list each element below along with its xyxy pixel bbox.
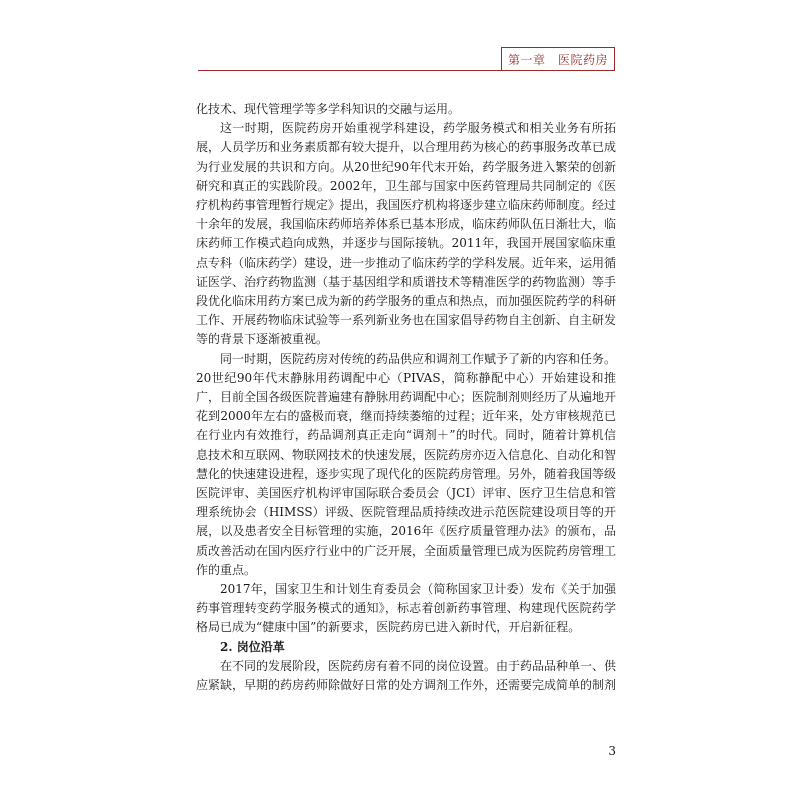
running-header (198, 47, 615, 73)
paragraph: 同一时期，医院药房对传统的药品供应和调剂工作赋予了新的内容和任务。20世纪90年代末静脉用药调配中心（PIVAS，简称静配中心）开始建设和推广，目前全国各级医院普遍建有静脉用药调配中心；医院制剂则经历了从遍地开花到2000年左右的盛极而衰，继而持续萎缩的过程；近年来，处方审核规范已在行业内有效推行，药品调剂真正走向“调剂＋”的时代。同时，随着计算机信息技术和互联网、物联网技术的快速发展，医院药房亦迈入信息化、自动化和智慧化的快速建设进程，逐步实现了现代化的医院药房管理。另外，随着我国等级医院评审、美国医疗机构评审国际联合委员会（JCI）评审、医疗卫生信息和管理系统协会（HIMSS）评级、医院管理品质持续改进示范医院建设项目等的开展，以及患者安全目标管理的实施，2016年《医疗质量管理办法》的颁布，品质改善活动在国内医疗行业中的广泛开展，全面质量管理已成为医院药房管理工作的重点。 (196, 351, 617, 577)
paragraph: 2017年，国家卫生和计划生育委员会（简称国家卫计委）发布《关于加强药事管理转变药学服务模式的通知》，标志着创新药事管理、构建现代医院药学格局已成为“健康中国”的新要求，医院药房已进入新时代，开启新征程。 (196, 582, 616, 635)
body-text (196, 100, 616, 695)
paragraph: 在不同的发展阶段，医院药房有着不同的岗位设置。由于药品品种单一、供应紧缺，早期的药房药师除做好日常的处方调剂工作外，还需要完成简单的制剂 (196, 658, 617, 693)
chapter-label: 第一章 医院药房 (501, 47, 615, 70)
paragraph: 这一时期，医院药房开始重视学科建设，药学服务模式和相关业务有所拓展，人员学历和业务素质都有较大提升，以合理用药为核心的药事服务改革已成为行业发展的共识和方向。从20世纪90年代末开始，药学服务进入繁荣的创新研究和真正的实践阶段。2002年，卫生部与国家中医药管理局共同制定的《医疗机构药事管理暂行规定》提出，我国医疗机构将逐步建立临床药师制度。经过十余年的发展，我国临床药师培养体系已基本形成，临床药师队伍日渐壮大，临床药师工作模式趋向成熟，并逐步与国际接轨。2011年，我国开展国家临床重点专科（临床药学）建设，进一步推动了临床药学的学科发展。近年来，运用循证医学、治疗药物监测（基于基因组学和质谱技术等精准医学的药物监测）等手段优化临床用药方案已成为新的药学服务的重点和热点，而加强医院药学的科研工作、开展药物临床试验等一系列新业务也在国家倡导药物自主创新、自主研发等的背景下逐渐被重视。 (196, 121, 617, 347)
page-number: 3 (608, 744, 616, 758)
paragraph-continued: 化技术、现代管理学等多学科知识的交融与运用。 (196, 102, 461, 116)
section-heading: 2. 岗位沿革 (220, 639, 285, 654)
header-rule (198, 70, 615, 71)
